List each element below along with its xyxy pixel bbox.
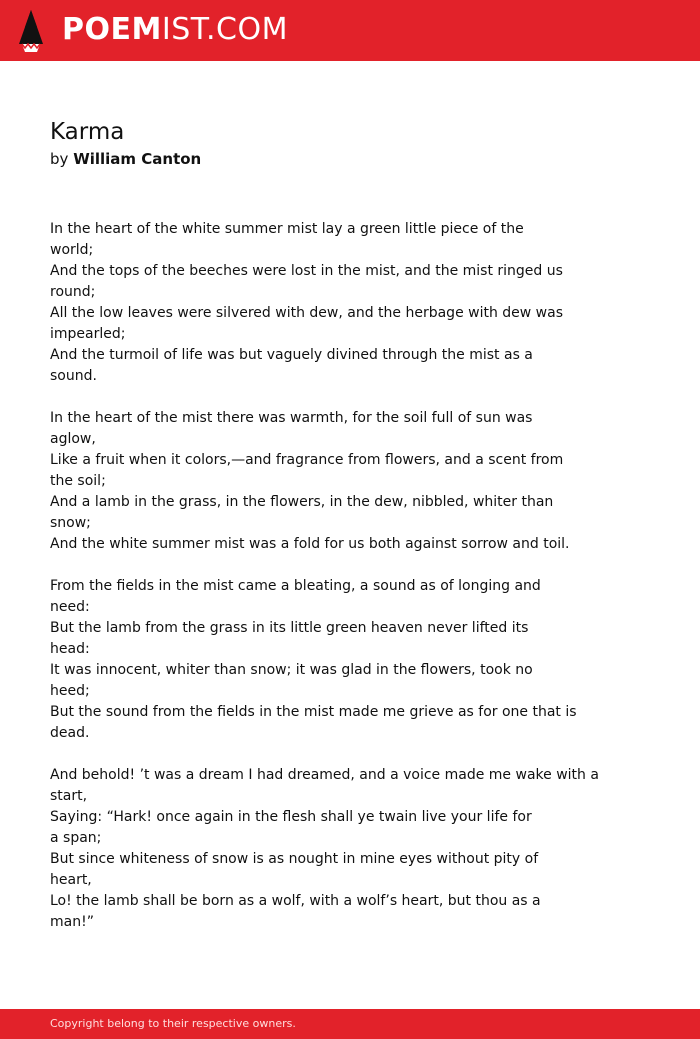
poem-line: In the heart of the white summer mist lay a green little piece of the	[50, 221, 524, 237]
poem-line: man!”	[50, 914, 94, 930]
site-logo[interactable]	[62, 11, 288, 49]
poem-line: Like a fruit when it colors,—and fragrance from flowers, and a scent from	[50, 452, 564, 468]
poem-line: start,	[50, 788, 88, 804]
poem-body	[50, 219, 630, 954]
pencil-tip-icon[interactable]	[19, 10, 43, 52]
poem-line: snow;	[50, 515, 91, 531]
poem-line: world;	[50, 242, 94, 258]
poem-stanza	[50, 219, 630, 387]
poem-line: But since whiteness of snow is as nought in mine eyes without pity of	[50, 851, 539, 867]
poem-line: impearled;	[50, 326, 126, 342]
poem-line: Saying: “Hark! once again in the flesh shall ye twain live your life for	[50, 809, 532, 825]
poem-line: the soil;	[50, 473, 106, 489]
poem-line: And the turmoil of life was but vaguely divined through the mist as a	[50, 347, 533, 363]
poem-line: Lo! the lamb shall be born as a wolf, with a wolf’s heart, but thou as a	[50, 893, 541, 909]
poem-stanza	[50, 408, 630, 555]
poem-line: a span;	[50, 830, 102, 846]
poem-line: And behold! ’t was a dream I had dreamed, and a voice made me wake with a	[50, 767, 599, 783]
poem-line: All the low leaves were silvered with dew, and the herbage with dew was	[50, 305, 564, 321]
poem-line: aglow,	[50, 431, 96, 447]
poem-byline	[50, 149, 201, 169]
poem-line: heed;	[50, 683, 90, 699]
poem-line: It was innocent, whiter than snow; it was glad in the flowers, took no	[50, 662, 533, 678]
poem-line: But the sound from the fields in the mist made me grieve as for one that is	[50, 704, 577, 720]
poem-line: need:	[50, 599, 90, 615]
poem-stanza	[50, 576, 630, 744]
poem-title: Karma	[50, 119, 125, 145]
logo-text-light: IST.COM	[161, 12, 288, 47]
poem-line: sound.	[50, 368, 97, 384]
poem-line: dead.	[50, 725, 90, 741]
site-footer	[0, 1009, 700, 1039]
site-header	[0, 0, 700, 61]
poem-line: But the lamb from the grass in its little green heaven never lifted its	[50, 620, 529, 636]
logo-text-bold: POEM	[62, 12, 162, 47]
poem-line: From the fields in the mist came a bleating, a sound as of longing and	[50, 578, 541, 594]
poem-line: round;	[50, 284, 96, 300]
poem-author: William Canton	[73, 150, 202, 168]
poem-line: And the tops of the beeches were lost in the mist, and the mist ringed us	[50, 263, 563, 279]
poem-line: In the heart of the mist there was warmth, for the soil full of sun was	[50, 410, 533, 426]
poem-line: head:	[50, 641, 90, 657]
byline-prefix: by	[50, 150, 69, 168]
poem-line: And the white summer mist was a fold for us both against sorrow and toil.	[50, 536, 570, 552]
poem-line: heart,	[50, 872, 92, 888]
poem-stanza	[50, 765, 630, 933]
copyright-text: Copyright belong to their respective owners.	[50, 1017, 296, 1030]
poem-line: And a lamb in the grass, in the flowers, in the dew, nibbled, whiter than	[50, 494, 554, 510]
